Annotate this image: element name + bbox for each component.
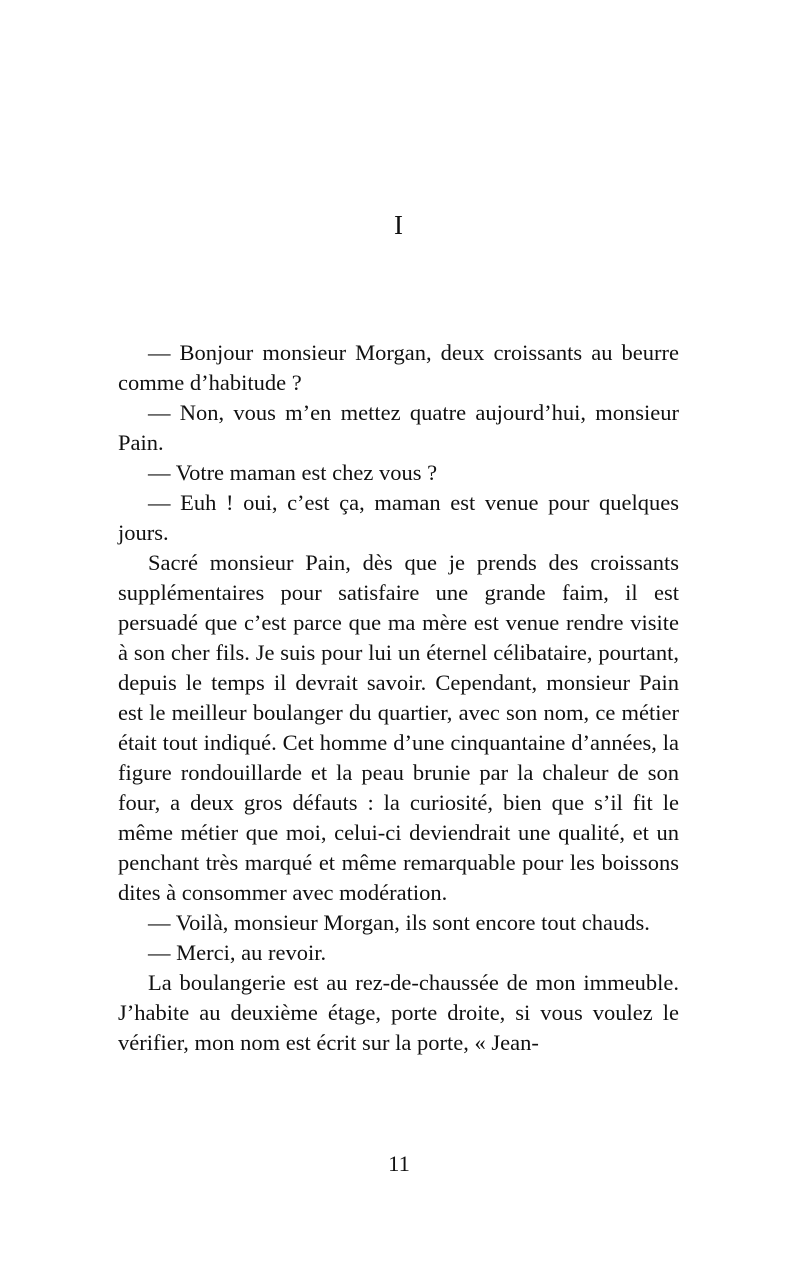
paragraph: — Non, vous m’en mettez quatre aujourd’hui, monsieur Pain. <box>118 400 679 455</box>
paragraph: — Votre maman est chez vous ? <box>148 460 438 485</box>
paragraph: — Bonjour monsieur Morgan, deux croissants au beurre comme d’habitude ? <box>118 340 679 395</box>
paragraph: — Voilà, monsieur Morgan, ils sont encore tout chauds. <box>148 910 650 935</box>
paragraph: La boulangerie est au rez-de-chaussée de mon immeuble. J’habite au deuxième étage, porte droite, si vous voulez le vérifier, mon nom est écrit sur la porte, « Jean- <box>118 970 679 1055</box>
paragraph: — Euh ! oui, c’est ça, maman est venue pour quelques jours. <box>118 490 679 545</box>
page-number: 11 <box>388 1151 410 1176</box>
paragraph: — Merci, au revoir. <box>148 940 327 965</box>
body-text <box>118 338 679 1058</box>
chapter-heading: I <box>394 210 404 240</box>
paragraph: Sacré monsieur Pain, dès que je prends des croissants supplémentaires pour satisfaire une grande faim, il est persuadé que c’est parce que ma mère est venue rendre visite à son cher fils. Je suis pour lui un éternel célibataire, pourtant, depuis le temps il devrait savoir. Cependant, monsieur Pain est le meilleur boulanger du quartier, avec son nom, ce métier était tout indiqué. Cet homme d’une cinquantaine d’années, la figure rondouillarde et la peau brunie par la chaleur de son four, a deux gros défauts : la curiosité, bien que s’il fit le même métier que moi, celui-ci deviendrait une qualité, et un penchant très marqué et même remarquable pour les boissons dites à consommer avec modération. <box>118 550 679 905</box>
